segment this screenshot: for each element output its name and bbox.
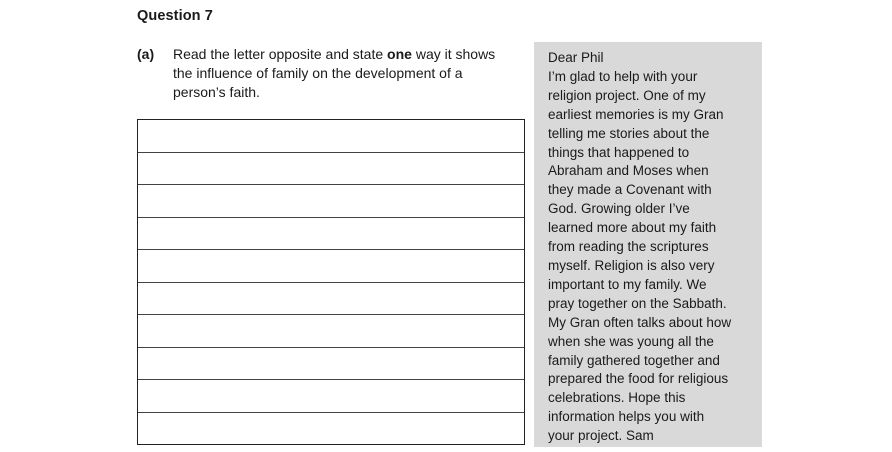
letter-line: religion project. One of my [548, 87, 706, 103]
answer-line[interactable] [138, 120, 524, 153]
answer-line[interactable] [138, 185, 524, 218]
question-prompt [173, 45, 518, 102]
prompt-emphasis: one [387, 46, 412, 62]
letter-line: they made a Covenant with [548, 182, 712, 198]
answer-line[interactable] [138, 315, 524, 348]
letter-line: learned more about my faith [548, 220, 717, 236]
answer-line[interactable] [138, 348, 524, 381]
letter-line: when she was young all the [548, 333, 714, 349]
letter-line: Abraham and Moses when [548, 163, 709, 179]
letter-line: Dear Phil [548, 50, 604, 65]
letter-line: God. Growing older I’ve [548, 201, 690, 217]
answer-line[interactable] [138, 380, 524, 413]
letter-line: important to my family. We [548, 276, 707, 292]
letter-line: things that happened to [548, 144, 690, 160]
answer-line[interactable] [138, 218, 524, 251]
letter-line: information helps you with [548, 409, 705, 425]
letter-line: celebrations. Hope this [548, 390, 686, 406]
letter-line: from reading the scriptures [548, 239, 709, 255]
answer-line[interactable] [138, 153, 524, 186]
letter-line: earliest memories is my Gran [548, 106, 724, 122]
letter-line: myself. Religion is also very [548, 257, 715, 273]
part-label: (a) [137, 46, 155, 62]
answer-line[interactable] [138, 283, 524, 316]
letter-line: pray together on the Sabbath. [548, 295, 727, 311]
prompt-text-end: way it shows the influence of family on the development of a person’s faith. [173, 46, 496, 100]
letter-panel [534, 42, 762, 447]
letter-line: your project. Sam [548, 428, 654, 444]
question-title: Question 7 [137, 8, 213, 24]
prompt-text-start: Read the letter opposite and state [173, 46, 388, 62]
letter-line: My Gran often talks about how [548, 314, 732, 330]
answer-line[interactable] [138, 413, 524, 445]
answer-line[interactable] [138, 250, 524, 283]
letter-line: I’m glad to help with your [548, 68, 698, 84]
letter-line: telling me stories about the [548, 125, 710, 141]
answer-box[interactable] [137, 119, 525, 445]
letter-line: family gathered together and [548, 352, 720, 368]
letter-line: prepared the food for religious [548, 371, 729, 387]
